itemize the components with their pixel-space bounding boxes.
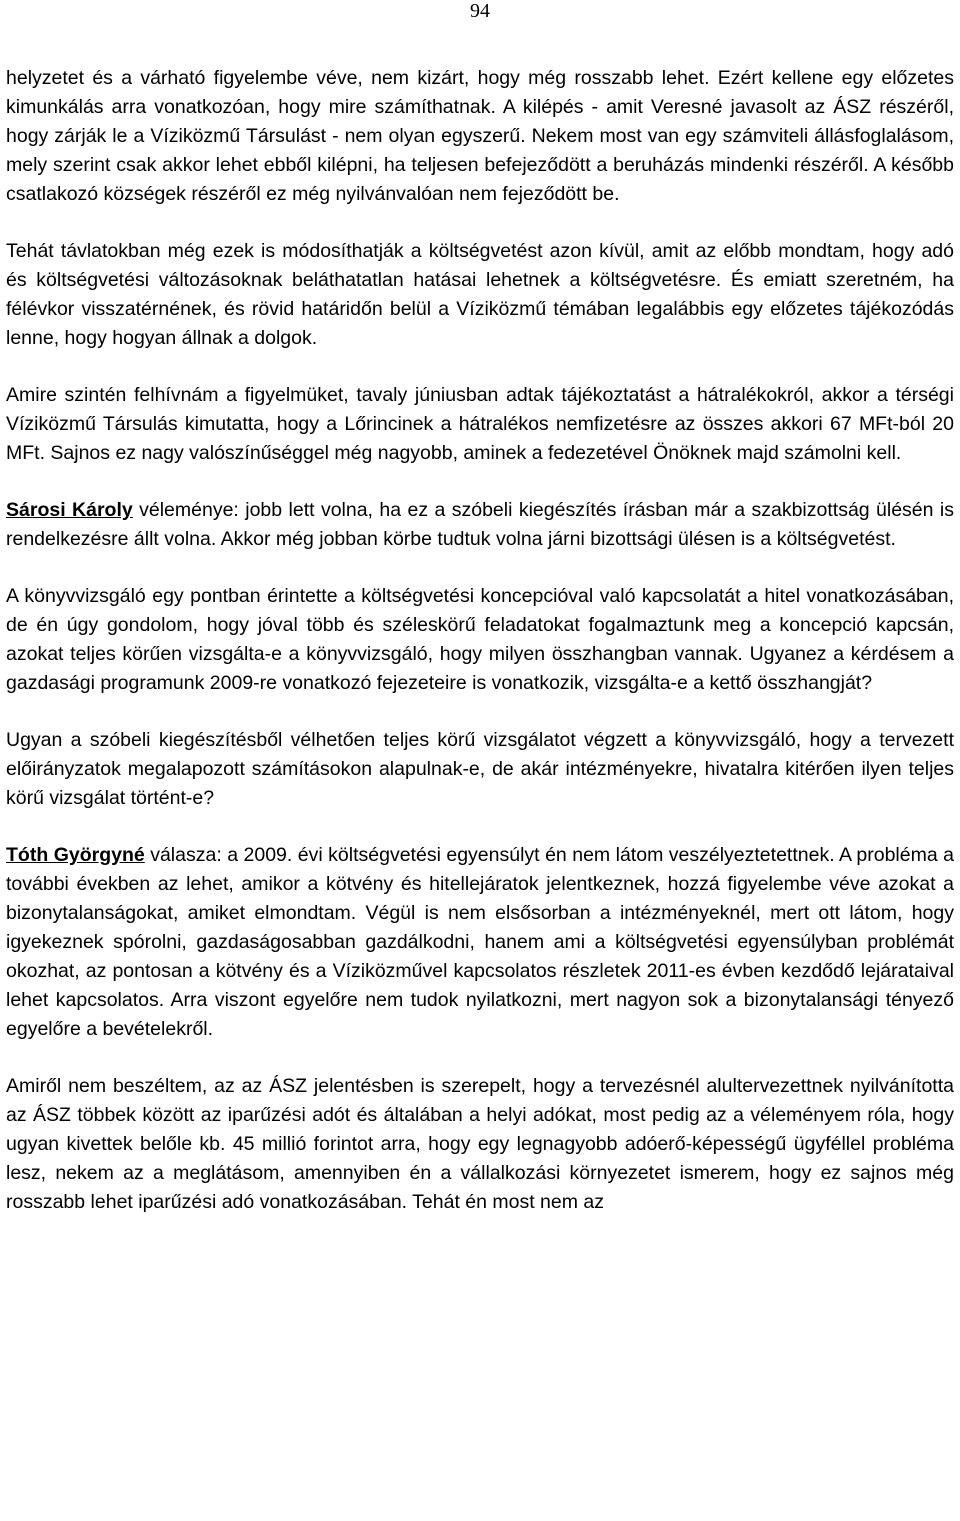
paragraph-2: Tehát távlatokban még ezek is módosíthatják a költségvetést azon kívül, amit az előbb mondtam, hogy adó és költségvetési változásoknak beláthatatlan hatásai lehetnek a költségvetésre. És emiatt szeretném, ha félévkor visszatérnének, és rövid határidőn belül a Víziközmű témában legalábbis egy előzetes tájékozódás lenne, hogy hogyan állnak a dolgok. [6, 240, 954, 349]
page-number: 94 [470, 0, 490, 22]
document-body [6, 64, 954, 1245]
paragraph-text: válasza: a 2009. évi költségvetési egyensúlyt én nem látom veszélyeztetettnek. A probléma a további években az lehet, amikor a kötvény és hitellejáratok jelentkeznek, hozzá figyelembe véve azokat a bizonytalanságokat, amiket elmondtam. Végül is nem elsősorban a intézményeknél, mert ott látom, hogy igyekeznek spórolni, gazdaságosabban gazdálkodni, hanem ami a költségvetési egyensúlyban problémát okozhat, az pontosan a kötvény és a Víziközművel kapcsolatos részletek 2011-es évben kezdődő lejárataival lehet kapcsolatos. Arra viszont egyelőre nem tudok nyilatkozni, mert nagyon sok a bizonytalansági tényező egyelőre a bevételekről. [6, 844, 955, 1040]
speaker-name: Sárosi Károly [6, 499, 133, 521]
paragraph-6: Ugyan a szóbeli kiegészítésből vélhetően teljes körű vizsgálatot végzett a könyvvizsgáló, hogy a tervezett előirányzatok megalapozott számításokon alapulnak-e, de akár intézményekre, hivatalra kitérően ilyen teljes körű vizsgálat történt-e? [6, 729, 954, 809]
speaker-name: Tóth Györgyné [6, 844, 145, 866]
paragraph-7 [6, 841, 954, 1044]
paragraph-1: helyzetet és a várható figyelembe véve, nem kizárt, hogy még rosszabb lehet. Ezért kellene egy előzetes kimunkálás arra vonatkozóan, hogy mire számíthatnak. A kilépés - amit Veresné javasolt az ÁSZ részéről, hogy zárják le a Víziközmű Társulást - nem olyan egyszerű. Nekem most van egy számviteli állásfoglalásom, mely szerint csak akkor lehet ebből kilépni, ha teljesen befejeződött a beruházás mindenki részéről. A később csatlakozó községek részéről ez még nyilvánvalóan nem fejeződött be. [6, 67, 954, 205]
paragraph-4 [6, 496, 954, 554]
paragraph-8: Amiről nem beszéltem, az az ÁSZ jelentésben is szerepelt, hogy a tervezésnél alultervezettnek nyilvánította az ÁSZ többek között az iparűzési adót és általában a helyi adókat, most pedig az a véleményem róla, hogy ugyan kivettek belőle kb. 45 millió forintot arra, hogy egy legnagyobb adóerő-képességű ügyféllel probléma lesz, nekem az a meglátásom, amennyiben én a vállalkozási környezetet ismerem, hogy ez sajnos még rosszabb lehet iparűzési adó vonatkozásában. Tehát én most nem az [6, 1075, 954, 1213]
paragraph-5: A könyvvizsgáló egy pontban érintette a költségvetési koncepcióval való kapcsolatát a hitel vonatkozásában, de én úgy gondolom, hogy jóval több és széleskörű feladatokat fogalmaztunk meg a koncepció kapcsán, azokat teljes körűen vizsgálta-e a könyvvizsgáló, hogy milyen összhangban vannak. Ugyanez a kérdésem a gazdasági programunk 2009-re vonatkozó fejezeteire is vonatkozik, vizsgálta-e a kettő összhangját? [6, 585, 954, 694]
paragraph-text: véleménye: jobb lett volna, ha ez a szóbeli kiegészítés írásban már a szakbizottság ülésén is rendelkezésre állt volna. Akkor még jobban körbe tudtuk volna járni bizottsági ülésen is a költségvetést. [6, 499, 954, 550]
paragraph-3: Amire szintén felhívnám a figyelmüket, tavaly júniusban adtak tájékoztatást a hátralékokról, akkor a térségi Víziközmű Társulás kimutatta, hogy a Lőrincinek a hátralékos nemfizetésre az összes akkori 67 MFt-ból 20 MFt. Sajnos ez nagy valószínűséggel még nagyobb, aminek a fedezetével Önöknek majd számolni kell. [6, 384, 954, 464]
